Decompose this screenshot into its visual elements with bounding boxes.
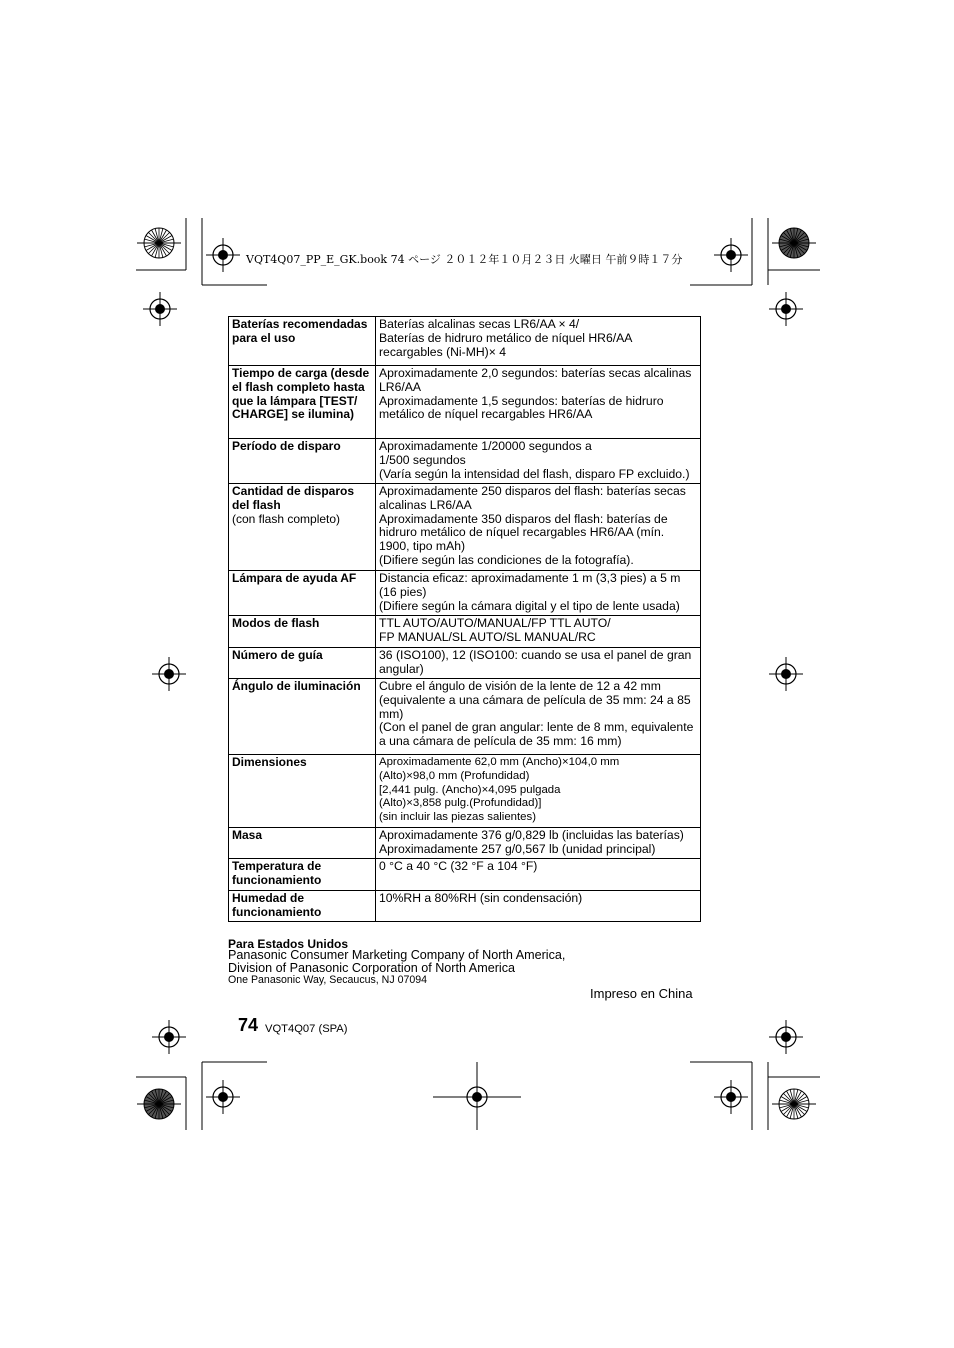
spec-label: Modos de flash: [232, 616, 320, 630]
spec-label-cell: [229, 484, 376, 571]
spec-value-cell: [376, 679, 701, 755]
spec-label-cell: [229, 616, 376, 648]
spec-value-cell: [376, 755, 701, 828]
spec-value-cell: [376, 571, 701, 616]
spec-label: Lámpara de ayuda AF: [232, 571, 357, 585]
spec-label: Cantidad de disparos del flash: [232, 484, 355, 512]
page-number: 74: [238, 1015, 259, 1035]
spec-row: [229, 484, 701, 571]
spec-value-cell: [376, 484, 701, 571]
spec-value-line: Aproximadamente 250 disparos del flash: baterías secas alcalinas LR6/AA: [379, 484, 686, 512]
spec-value-cell: [376, 648, 701, 679]
spec-value-line: Aproximadamente 350 disparos del flash: baterías de hidruro metálico de níquel recargables HR6/AA (mín. 1900, tipo mAh): [379, 511, 668, 554]
specifications-table: [228, 316, 701, 922]
spec-value-cell: [376, 616, 701, 648]
book-header-line: VQT4Q07_PP_E_GK.book 74 ページ ２０１２年１０月２３日 火曜日 午前９時１７分: [246, 253, 683, 266]
spec-label: Dimensiones: [232, 755, 307, 769]
spec-label-cell: [229, 679, 376, 755]
spec-value-line: (Con el panel de gran angular: lente de 8 mm, equivalente a una cámara de película de 35 mm: 16 mm): [379, 720, 694, 749]
company-line-2: Division of Panasonic Corporation of North America: [228, 960, 515, 975]
spec-value-line: Aproximadamente 257 g/0,567 lb (unidad principal): [379, 841, 656, 856]
us-heading: Para Estados Unidos: [228, 937, 349, 951]
spec-row: [229, 755, 701, 828]
spec-value-line: Baterías de hidruro metálico de níquel HR6/AA: [379, 330, 633, 345]
spec-row: [229, 828, 701, 859]
printed-in: Impreso en China: [590, 986, 693, 1001]
spec-value-line: Aproximadamente 376 g/0,829 lb (incluidas las baterías): [379, 828, 684, 842]
spec-value-line: (Alto)×98,0 mm (Profundidad): [379, 769, 530, 782]
spec-value-cell: [376, 859, 701, 891]
spec-value-line: Distancia eficaz: aproximadamente 1 m (3,3 pies) a 5 m (16 pies): [379, 571, 681, 599]
spec-label-cell: [229, 828, 376, 859]
spec-row: [229, 891, 701, 922]
spec-value-cell: [376, 439, 701, 484]
spec-value-line: Aproximadamente 1/20000 segundos a: [379, 439, 592, 453]
spec-label: Masa: [232, 828, 263, 842]
document-code: VQT4Q07 (SPA): [265, 1023, 348, 1035]
spec-label-cell: [229, 571, 376, 616]
spec-label-cell: [229, 755, 376, 828]
spec-label: Número de guía: [232, 648, 323, 662]
spec-value-line: 36 (ISO100), 12 (ISO100: cuando se usa el panel de gran angular): [379, 648, 692, 676]
company-line-1: Panasonic Consumer Marketing Company of North America,: [228, 948, 566, 962]
spec-label-note: (con flash completo): [232, 511, 341, 526]
spec-row: [229, 648, 701, 679]
spec-value-cell: [376, 828, 701, 859]
spec-label: Período de disparo: [232, 439, 341, 453]
spec-row: [229, 679, 701, 755]
spec-value-line: 1/500 segundos: [379, 452, 466, 467]
spec-row: [229, 366, 701, 439]
spec-value-line: (Difiere según la cámara digital y el tipo de lente usada): [379, 598, 680, 613]
spec-value-cell: [376, 317, 701, 366]
spec-label: Ángulo de iluminación: [232, 679, 361, 693]
spec-row: [229, 859, 701, 891]
spec-value-line: Baterías alcalinas secas LR6/AA × 4/: [379, 317, 580, 331]
spec-value-line: (sin incluir las piezas salientes): [379, 811, 536, 824]
spec-row: [229, 616, 701, 648]
spec-value-line: FP MANUAL/SL AUTO/SL MANUAL/RC: [379, 629, 596, 644]
spec-value-line: 0 °C a 40 °C (32 °F a 104 °F): [379, 859, 538, 873]
spec-value-line: Cubre el ángulo de visión de la lente de 12 a 42 mm (equivalente a una cámara de película de 35 mm: 24 a 85 mm): [379, 679, 691, 721]
spec-label-cell: [229, 439, 376, 484]
company-info: [228, 949, 565, 974]
spec-value-line: [2,441 pulg. (Ancho)×4,095 pulgada: [379, 783, 561, 796]
spec-value-line: (Varía según la intensidad del flash, disparo FP excluido.): [379, 466, 690, 481]
spec-value-line: recargables (Ni-MH)× 4: [379, 344, 506, 359]
spec-label-cell: [229, 859, 376, 891]
spec-value-line: Aproximadamente 62,0 mm (Ancho)×104,0 mm: [379, 756, 620, 768]
spec-label: Temperatura de funcionamiento: [232, 859, 322, 887]
spec-value-line: Aproximadamente 2,0 segundos: baterías secas alcalinas LR6/AA: [379, 366, 692, 394]
spec-value-line: Aproximadamente 1,5 segundos: baterías de hidruro metálico de níquel recargables HR6/AA: [379, 393, 664, 422]
spec-label-cell: [229, 891, 376, 922]
spec-label-cell: [229, 648, 376, 679]
spec-label: Humedad de funcionamiento: [232, 891, 322, 919]
spec-row: [229, 317, 701, 366]
spec-label: Baterías recomendadas para el uso: [232, 317, 368, 345]
spec-value-line: 10%RH a 80%RH (sin condensación): [379, 891, 583, 905]
spec-value-cell: [376, 891, 701, 922]
spec-label: Tiempo de carga (desde el flash completo hasta que la lámpara [TEST/ CHARGE] se ilumina): [232, 366, 370, 422]
spec-value-cell: [376, 366, 701, 439]
spec-value-line: TTL AUTO/AUTO/MANUAL/FP TTL AUTO/: [379, 616, 611, 630]
spec-row: [229, 439, 701, 484]
spec-label-cell: [229, 317, 376, 366]
spec-label-cell: [229, 366, 376, 439]
spec-value-line: (Alto)×3,858 pulg.(Profundidad)]: [379, 797, 542, 810]
company-address: One Panasonic Way, Secaucus, NJ 07094: [228, 974, 428, 986]
spec-value-line: (Difiere según las condiciones de la fotografía).: [379, 552, 634, 567]
spec-row: [229, 571, 701, 616]
